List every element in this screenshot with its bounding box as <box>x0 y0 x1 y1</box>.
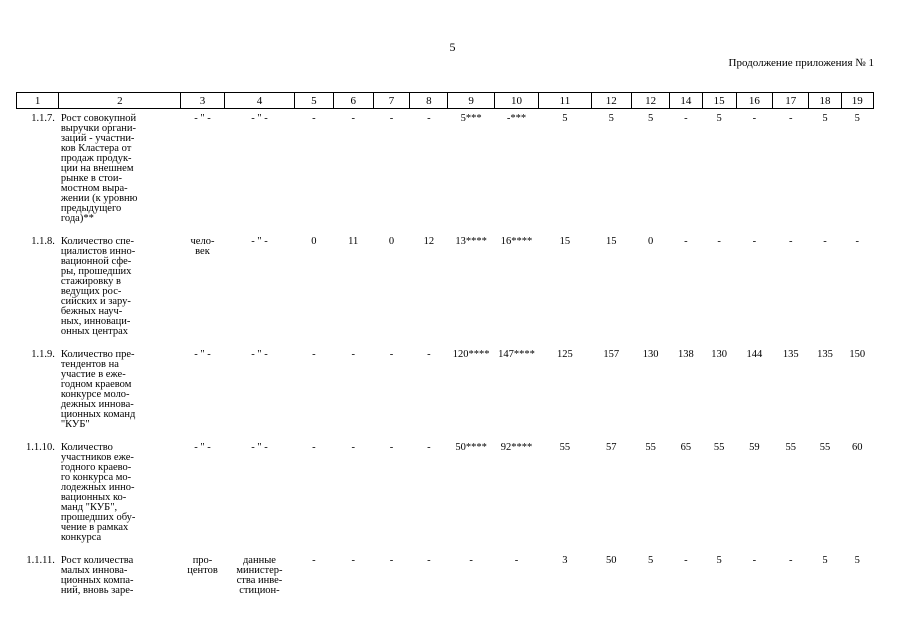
value-cell: - <box>389 555 394 566</box>
row-id: 1.1.10. <box>25 442 55 453</box>
value-cell: 55 <box>785 442 796 453</box>
value-cell: 125 <box>557 349 573 360</box>
value-cell: 5 <box>822 113 828 124</box>
value-cell: 135 <box>782 349 799 360</box>
value-cell: 92**** <box>500 442 533 453</box>
page-number: 5 <box>449 40 456 54</box>
value-cell: - <box>312 113 316 124</box>
value-cell: 13**** <box>455 236 487 247</box>
indicator-name: Рост совокупной выручки органи- заций - участни- ков Кластера от продаж продук- ции на внешнем рынке в стои- мостном выра- жении (к уровню предыдущего года)** <box>60 113 138 224</box>
value-cell: 0 <box>311 236 317 247</box>
value-cell: 135 <box>817 349 833 360</box>
value-cell: - <box>788 555 793 566</box>
value-cell: - <box>389 349 394 360</box>
source-cell: - " - <box>251 442 268 453</box>
row-id: 1.1.11. <box>26 555 55 566</box>
value-cell: - <box>752 555 757 566</box>
value-cell: 55 <box>819 442 831 453</box>
value-cell: - <box>312 442 316 453</box>
value-cell: - <box>351 113 355 124</box>
value-cell: - <box>312 555 316 566</box>
unit-cell: - " - <box>194 349 211 360</box>
value-cell: 130 <box>642 349 659 360</box>
value-cell: - <box>855 236 860 247</box>
header-cell: 14 <box>670 93 702 109</box>
continuation-label: Продолжение приложения № 1 <box>728 57 874 69</box>
table-row <box>17 551 874 604</box>
header-cell: 15 <box>702 93 736 109</box>
value-cell: 15 <box>559 236 571 247</box>
header-cell: 12 <box>631 93 669 109</box>
header-cell: 4 <box>224 93 295 109</box>
value-cell: - <box>427 113 431 124</box>
source-cell: - " - <box>251 349 268 360</box>
value-cell: - <box>389 113 394 124</box>
header-cell: 19 <box>841 93 873 109</box>
value-cell: 55 <box>559 442 571 453</box>
header-cell: 2 <box>59 93 181 109</box>
value-cell: -*** <box>506 113 527 124</box>
value-cell: 157 <box>603 349 620 360</box>
value-cell: - <box>788 236 793 247</box>
value-cell: 5 <box>608 113 614 124</box>
value-cell: - <box>823 236 827 247</box>
value-cell: 55 <box>645 442 656 453</box>
value-cell: 5 <box>562 113 568 124</box>
value-cell: 16**** <box>500 236 533 247</box>
header-cell: 8 <box>410 93 448 109</box>
value-cell: 130 <box>711 349 728 360</box>
source-cell: данные министер- ства инве- стицион- <box>236 555 283 596</box>
value-cell: 55 <box>713 442 725 453</box>
header-cell: 6 <box>333 93 373 109</box>
value-cell: 5 <box>716 555 722 566</box>
value-cell: 144 <box>746 349 763 360</box>
indicator-name: Количество участников еже- годного краево- го конкурса мо- лодежных инно- вационных ко- манд "КУБ", прошедших обу- чение в рамках конкурса <box>60 442 136 543</box>
value-cell: 5*** <box>460 113 482 124</box>
unit-cell: - " - <box>194 442 211 453</box>
indicator-name: Рост количества малых иннова- ционных компа- ний, вновь заре- <box>60 555 134 596</box>
value-cell: - <box>427 442 431 453</box>
value-cell: - <box>351 349 355 360</box>
header-cell: 5 <box>295 93 333 109</box>
source-cell: - " - <box>251 236 268 247</box>
value-cell: - <box>389 442 394 453</box>
value-cell: 5 <box>716 113 722 124</box>
value-cell: 50**** <box>455 442 487 453</box>
indicator-name: Количество спе- циалистов инно- вационной сфе- ры, прошедших стажировку в ведущих рос- сийских и зару- бежных науч- ных, инноваци- онных центрах <box>60 236 136 337</box>
header-cell: 12 <box>591 93 631 109</box>
header-cell: 11 <box>539 93 591 109</box>
value-cell: - <box>752 113 757 124</box>
value-cell: 5 <box>854 555 860 566</box>
table-row <box>17 345 874 438</box>
value-cell: - <box>427 349 431 360</box>
unit-cell: - " - <box>194 113 211 124</box>
value-cell: 147**** <box>498 349 535 360</box>
value-cell: - <box>469 555 473 566</box>
value-cell: - <box>684 555 688 566</box>
value-cell: 120**** <box>452 349 490 360</box>
value-cell: - <box>351 555 355 566</box>
header-row <box>17 93 874 109</box>
value-cell: - <box>752 236 757 247</box>
value-cell: - <box>514 555 519 566</box>
unit-cell: про- центов <box>187 555 218 576</box>
value-cell: - <box>788 113 793 124</box>
value-cell: 59 <box>749 442 760 453</box>
indicators-table <box>16 92 874 604</box>
value-cell: 150 <box>849 349 866 360</box>
header-cell: 18 <box>809 93 841 109</box>
table-row <box>17 232 874 345</box>
value-cell: 0 <box>388 236 395 247</box>
row-id: 1.1.8. <box>31 236 55 247</box>
header-cell: 10 <box>494 93 538 109</box>
unit-cell: чело- век <box>190 236 215 257</box>
table-row <box>17 109 874 233</box>
value-cell: 57 <box>606 442 617 453</box>
indicator-name: Количество пре- тендентов на участие в еже- годном краевом конкурсе моло- дежных иннова- ционных команд "КУБ" <box>60 349 136 430</box>
value-cell: - <box>684 113 688 124</box>
value-cell: 5 <box>647 113 654 124</box>
value-cell: 5 <box>822 555 828 566</box>
header-cell: 1 <box>17 93 59 109</box>
value-cell: 0 <box>647 236 654 247</box>
value-cell: 65 <box>680 442 692 453</box>
value-cell: 15 <box>606 236 617 247</box>
value-cell: 3 <box>562 555 568 566</box>
row-id: 1.1.7. <box>31 113 55 124</box>
value-cell: - <box>427 555 431 566</box>
source-cell: - " - <box>251 113 268 124</box>
value-cell: - <box>684 236 688 247</box>
value-cell: 60 <box>852 442 863 453</box>
value-cell: - <box>351 442 355 453</box>
header-cell: 17 <box>773 93 809 109</box>
table-row <box>17 438 874 551</box>
value-cell: 11 <box>348 236 359 247</box>
value-cell: 5 <box>854 113 860 124</box>
header-cell: 9 <box>448 93 494 109</box>
value-cell: 5 <box>647 555 654 566</box>
row-id: 1.1.9. <box>31 349 55 360</box>
header-cell: 16 <box>736 93 772 109</box>
value-cell: 50 <box>606 555 617 566</box>
value-cell: 138 <box>678 349 694 360</box>
value-cell: - <box>312 349 316 360</box>
value-cell: 12 <box>423 236 435 247</box>
header-cell: 3 <box>181 93 224 109</box>
value-cell: - <box>717 236 721 247</box>
header-cell: 7 <box>373 93 409 109</box>
